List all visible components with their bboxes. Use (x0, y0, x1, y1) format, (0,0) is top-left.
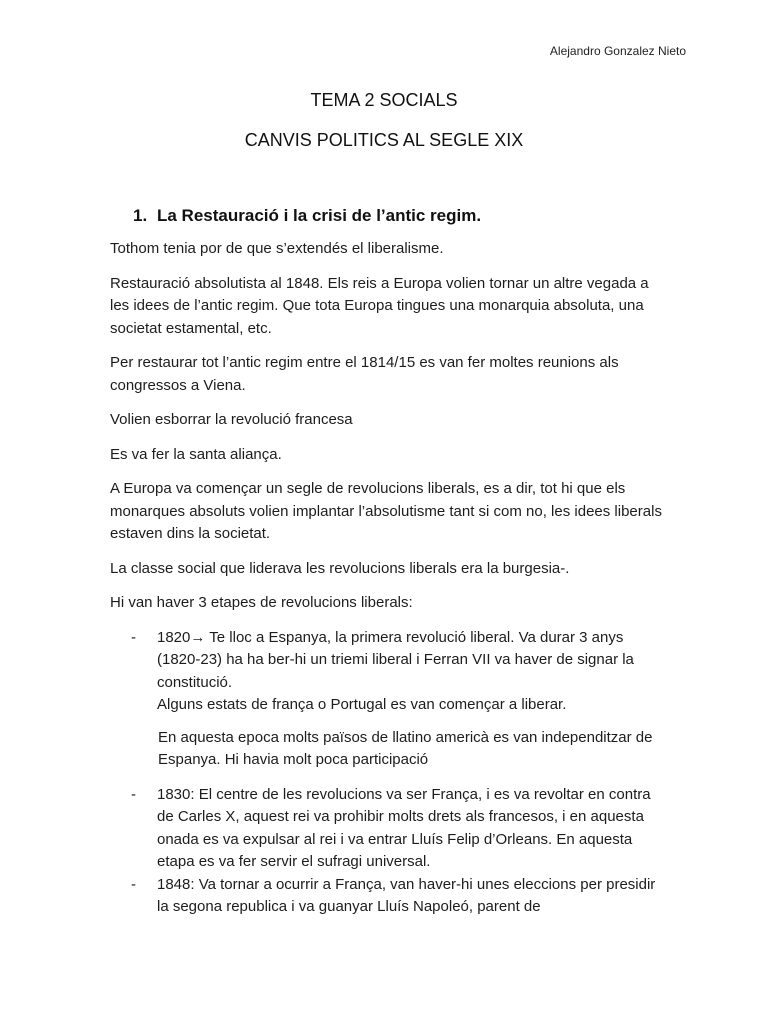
bullet-year: 1820 (157, 628, 191, 646)
bullet-1848 (110, 874, 670, 919)
bullet-dash: - (131, 628, 136, 646)
sub-paragraph: En aquesta epoca molts països de llatino americà es van independitzar de Espanya. Hi havia molt poca participació (158, 728, 653, 768)
bullet-1820 (110, 627, 670, 717)
bullet-text: 1848: Va tornar a ocurrir a França, van haver-hi unes eleccions per presidir la segona republica i va guanyar Lluís Napoleó, parent de (157, 875, 656, 915)
paragraph: Hi van haver 3 etapes de revolucions liberals: (110, 594, 413, 611)
bullet-text: 1830: El centre de les revolucions va ser França, i es va revoltar en contra de Carles X, aquest rei va prohibir molts drets als francesos, i en aquesta onada es va expulsar al rei i va entrar Lluís Felip d’Orleans. En aquesta etapa es va fer servir el sufragi universal. (157, 785, 651, 870)
document-body (110, 238, 670, 929)
list-item (110, 627, 670, 717)
bullet-dash: - (131, 875, 136, 893)
paragraph: Tothom tenia por de que s’extendés el liberalisme. (110, 240, 444, 257)
paragraph: A Europa va començar un segle de revolucions liberals, es a dir, tot hi que els monarques absoluts volien implantar l’absolutisme tant si com no, les idees liberals estaven dins la societat. (110, 480, 662, 542)
bullet-1830 (110, 784, 670, 874)
author-name: Alejandro Gonzalez Nieto (549, 44, 686, 58)
paragraph: Es va fer la santa aliança. (110, 445, 282, 463)
document-subtitle: CANVIS POLITICS AL SEGLE XIX (244, 130, 524, 150)
paragraph: Per restaurar tot l’antic regim entre el 1814/15 es van fer moltes reunions als congressos a Viena. (110, 354, 619, 394)
list-item (110, 874, 670, 919)
arrow-right-icon: → (190, 628, 206, 646)
bullet-extra-line: Alguns estats de frança o Portugal es van començar a liberar. (157, 696, 567, 713)
document-title: TEMA 2 SOCIALS (310, 90, 458, 110)
list-item (110, 784, 670, 874)
paragraph: Volien esborrar la revolució francesa (110, 411, 353, 428)
paragraph: La classe social que liderava les revolucions liberals era la burgesia-. (110, 559, 570, 577)
paragraph: Restauració absolutista al 1848. Els reis a Europa volien tornar un altre vegada a les idees de l’antic regim. Que tota Europa tingues una monarquia absoluta, una societat estamental, etc. (110, 274, 649, 337)
section-heading (133, 206, 481, 226)
bullet-dash: - (131, 785, 136, 803)
bullet-text: Te lloc a Espanya, la primera revolució liberal. Va durar 3 anys (1820-23) ha ha ber-hi un triemi liberal i Ferran VII va haver de signar la constitució. (157, 628, 634, 691)
section-heading-text: La Restauració i la crisi de l’antic regim. (157, 206, 482, 225)
section-number: 1. (133, 206, 148, 225)
